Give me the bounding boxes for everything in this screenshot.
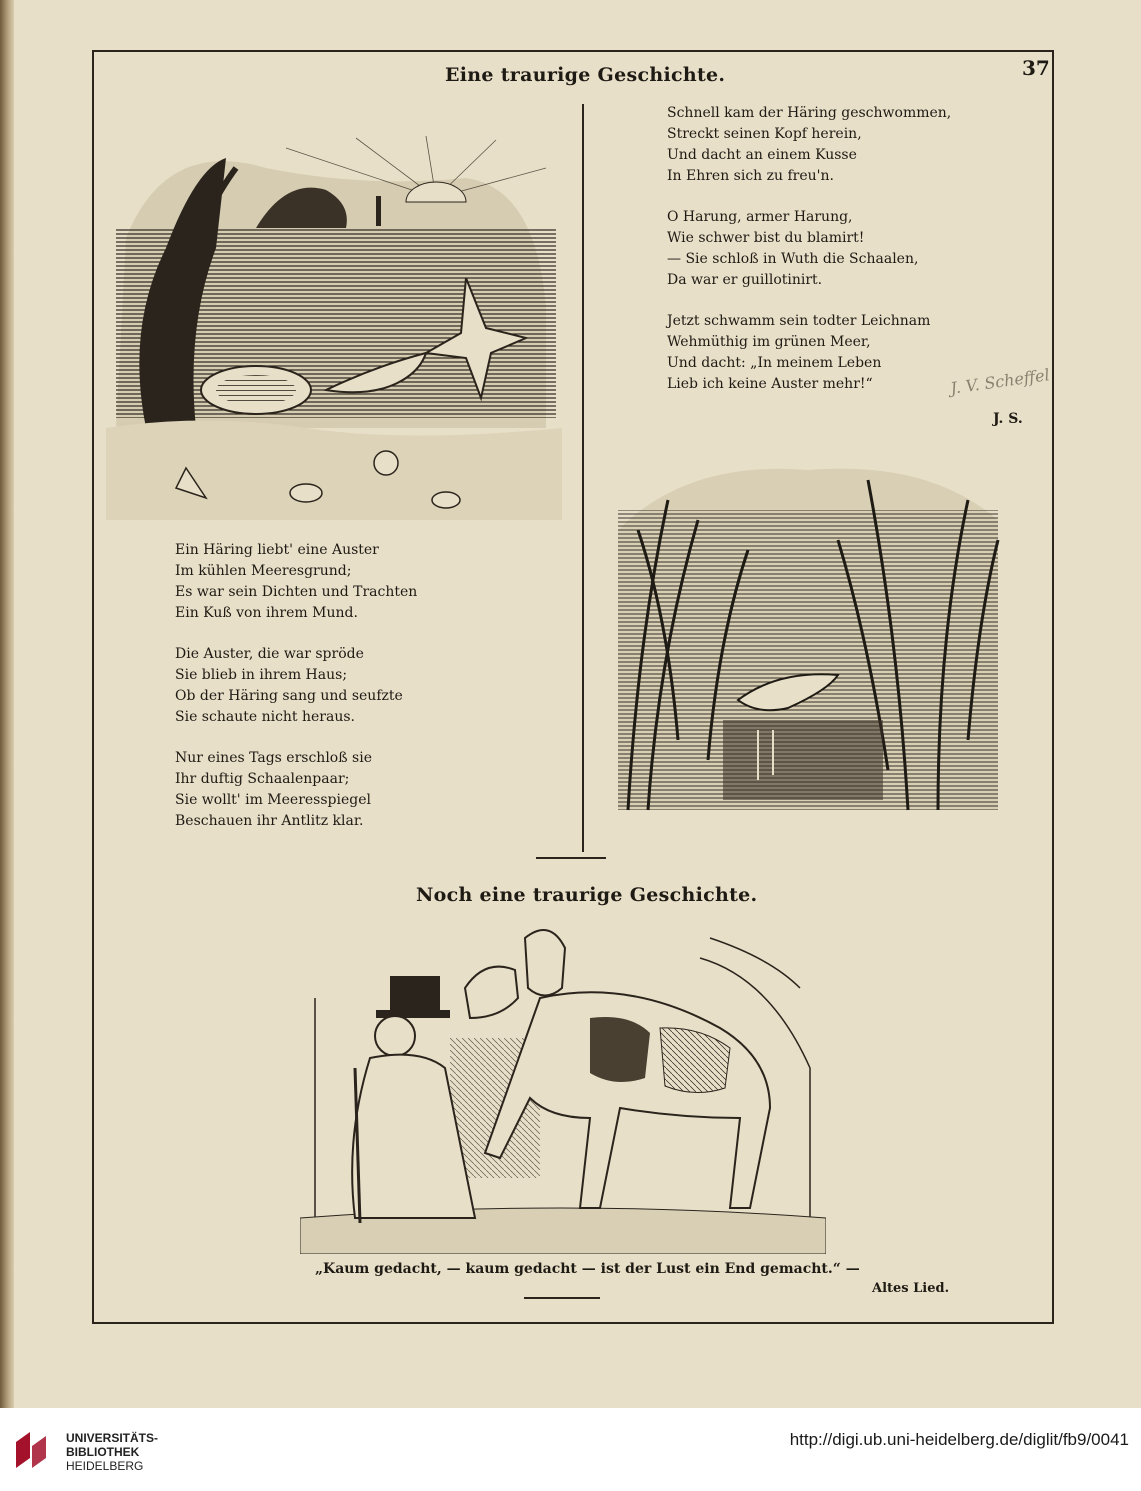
man-with-horses-illustration <box>300 918 826 1254</box>
poem-line: Ein Häring liebt' eine Auster <box>175 542 379 558</box>
library-name-line: UNIVERSITÄTS- <box>66 1431 159 1445</box>
bottom-rule <box>524 1297 600 1299</box>
illustration-caption: „Kaum gedacht, — kaum gedacht — ist der Lust ein End gemacht.“ — <box>315 1261 860 1277</box>
handwritten-signature: J. V. Scheffel <box>949 365 1051 398</box>
author-initials: J. S. <box>993 411 1023 427</box>
poem-line: Nur eines Tags erschloß sie <box>175 750 372 766</box>
stanza <box>667 207 951 291</box>
poem-line: Jetzt schwamm sein todter Leichnam <box>667 313 931 329</box>
stanza <box>175 540 417 624</box>
library-name <box>66 1431 158 1473</box>
stanza <box>667 103 951 187</box>
poem-line: Sie wollt' im Meeresspiegel <box>175 792 371 808</box>
poem-line: Ein Kuß von ihrem Mund. <box>175 605 358 621</box>
section-rule <box>536 857 606 859</box>
poem-line: O Harung, armer Harung, <box>667 209 853 225</box>
library-name-line: BIBLIOTHEK <box>66 1445 140 1459</box>
second-title: Noch eine traurige Geschichte. <box>416 884 758 906</box>
poem-line: Ihr duftig Schaalenpaar; <box>175 771 350 787</box>
poem-line: Lieb ich keine Auster mehr!“ <box>667 376 873 392</box>
poem-line: Sie blieb in ihrem Haus; <box>175 667 348 683</box>
book-spine-shadow <box>0 0 14 1408</box>
poem-title: Eine traurige Geschichte. <box>445 64 726 86</box>
poem-right-column <box>667 103 951 395</box>
caption-credit: Altes Lied. <box>872 1281 950 1296</box>
poem-line: Schnell kam der Häring geschwommen, <box>667 105 952 121</box>
stanza <box>175 644 417 728</box>
poem-line: Wie schwer bist du blamirt! <box>667 230 865 246</box>
poem-line: Und dacht an einem Kusse <box>667 147 857 163</box>
column-divider <box>582 104 584 852</box>
reeds-herring-illustration <box>608 440 1008 816</box>
viewer-footer <box>0 1408 1141 1491</box>
digital-library-url[interactable]: http://digi.ub.uni-heidelberg.de/diglit/fb9/0041 <box>789 1430 1129 1449</box>
poem-line: Im kühlen Meeresgrund; <box>175 563 352 579</box>
poem-line: In Ehren sich zu freu'n. <box>667 168 834 184</box>
poem-line: Es war sein Dichten und Trachten <box>175 584 418 600</box>
poem-line: — Sie schloß in Wuth die Schaalen, <box>667 251 919 267</box>
poem-line: Beschauen ihr Antlitz klar. <box>175 813 364 829</box>
stanza <box>175 748 417 832</box>
poem-line: Die Auster, die war spröde <box>175 646 364 662</box>
herring-oyster-illustration <box>106 128 562 520</box>
poem-line: Streckt seinen Kopf herein, <box>667 126 862 142</box>
stanza <box>667 311 951 395</box>
poem-line: Wehmüthig im grünen Meer, <box>667 334 871 350</box>
library-name-line: HEIDELBERG <box>66 1459 144 1473</box>
poem-line: Da war er guillotinirt. <box>667 272 823 288</box>
page-number: 37 <box>1022 56 1050 80</box>
poem-line: Sie schaute nicht heraus. <box>175 709 355 725</box>
poem-left-column <box>175 540 417 832</box>
poem-line: Ob der Häring sang und seufzte <box>175 688 403 704</box>
poem-line: Und dacht: „In meinem Leben <box>667 355 882 371</box>
library-logo-icon <box>12 1428 56 1472</box>
